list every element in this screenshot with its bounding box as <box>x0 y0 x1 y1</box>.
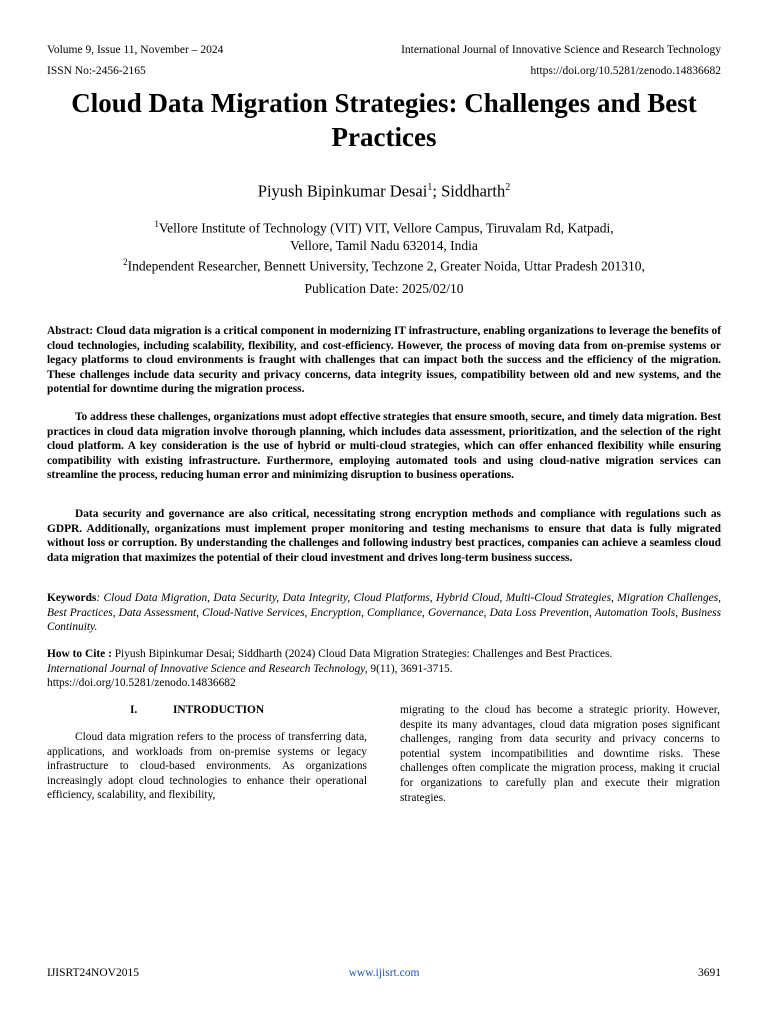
cite-doi-link[interactable]: https://doi.org/10.5281/zenodo.14836682 <box>47 677 236 690</box>
keywords <box>47 591 721 635</box>
cite-label: How to Cite <box>47 648 106 660</box>
affiliation-1 <box>40 216 728 237</box>
author-1-affil-marker: 1 <box>427 182 433 193</box>
abstract-label: Abstract: <box>47 325 94 337</box>
affiliation-1-line-2: Vellore, Tamil Nadu 632014, India <box>290 237 478 253</box>
footer-code: IJISRT24NOV2015 <box>47 967 139 979</box>
affiliation-2-text: Independent Researcher, Bennett University, Techzone 2, Greater Noida, Uttar Pradesh 201310, <box>127 258 645 273</box>
footer-website-link[interactable]: www.ijisrt.com <box>348 967 420 979</box>
paper-title: Cloud Data Migration Strategies: Challenges and Best Practices <box>71 88 697 152</box>
section-number: I. <box>130 704 138 716</box>
author-1: Piyush Bipinkumar Desai <box>257 181 428 201</box>
affiliation-1-marker: 1 <box>154 219 159 229</box>
citation <box>47 647 721 691</box>
publication-date: Publication Date: 2025/02/10 <box>304 281 464 296</box>
intro-right-column: migrating to the cloud has become a strategic priority. However, despite its many advantages, cloud data migration poses significant challenges, ranging from data security and privacy concerns to potential system incompatibilities and downtime risks. These challenges often complicate the migration process, making it crucial for organizations to carefully plan and execute their migration strategies. <box>400 704 720 804</box>
affiliations <box>40 216 728 274</box>
abstract-paragraph-2: To address these challenges, organizations must adopt effective strategies that ensure smooth, secure, and timely data migration. Best practices in cloud data migration involve thorough planning, which includes data assessment, prioritization, and the selection of the right cloud platform. A key consideration is the use of hybrid or multi-cloud strategies, which can offer enhanced flexibility while ensuring compatibility with existing infrastructure. Furthermore, employing automated tools and using cloud-native migration services can streamline the process, reducing human error and minimizing disruption to business operations. <box>47 411 721 482</box>
intro-left-column: Cloud data migration refers to the process of transferring data, applications, and workloads from on-premise systems or legacy infrastructure to cloud-based environments. As organizations increasingly adopt cloud technologies to enhance their operational efficiency, scalability, and flexibility, <box>47 731 367 802</box>
cite-text: Piyush Bipinkumar Desai; Siddharth (2024) Cloud Data Migration Strategies: Challenges and Best Practices. <box>114 648 613 660</box>
abstract-text-1: Cloud data migration is a critical component in modernizing IT infrastructure, enabling organizations to leverage the benefits of cloud technologies, including scalability, flexibility, and cost-efficiency. However, the process of moving data from on-premise systems or legacy platforms to cloud environments is fraught with challenges that can impact both the success and the efficiency of the migration. These challenges include data security and privacy concerns, data integrity issues, compatibility between old and new systems, and the potential for downtime during the migration process. <box>47 325 721 396</box>
author-2: Siddharth <box>441 181 506 201</box>
affiliation-2 <box>40 254 728 275</box>
cite-colon: : <box>105 648 115 660</box>
header-issn: ISSN No:-2456-2165 <box>47 65 146 77</box>
cite-journal: International Journal of Innovative Science and Research Technology, <box>47 662 368 675</box>
author-2-affil-marker: 2 <box>505 182 511 193</box>
author-list <box>0 178 768 202</box>
cite-volume-pages: 9(11), 3691-3715. <box>367 662 453 675</box>
keywords-label: Keywords <box>47 592 97 604</box>
header-doi[interactable]: https://doi.org/10.5281/zenodo.14836682 <box>530 65 721 77</box>
abstract-paragraph-3: Data security and governance are also critical, necessitating strong encryption methods and compliance with regulations such as GDPR. Additionally, organizations must implement proper monitoring and testing mechanisms to ensure that data is fully migrated without loss or corruption. By understanding the challenges and following industry best practices, companies can achieve a seamless cloud data migration that maximizes the potential of their cloud investment and drives long-term business success. <box>47 508 721 564</box>
section-title: INTRODUCTION <box>173 704 265 716</box>
affiliation-1-line-1: Vellore Institute of Technology (VIT) VIT, Vellore Campus, Tiruvalam Rd, Katpadi, <box>158 220 614 236</box>
abstract-paragraph-1 <box>47 324 721 397</box>
author-separator: ; <box>432 181 442 201</box>
affiliation-2-marker: 2 <box>123 256 128 267</box>
header-journal: International Journal of Innovative Science and Research Technology <box>401 44 721 56</box>
keywords-text: : Cloud Data Migration, Data Security, Data Integrity, Cloud Platforms, Hybrid Cloud, Multi-Cloud Strategies, Migration Challenges, Best Practices, Data Assessment, Cloud-Native Services, Encryption, Compliance, Governance, Data Loss Prevention, Automation Tools, Business Continuity. <box>47 592 721 634</box>
header-volume: Volume 9, Issue 11, November – 2024 <box>47 44 224 56</box>
footer-page-number: 3691 <box>698 967 721 979</box>
